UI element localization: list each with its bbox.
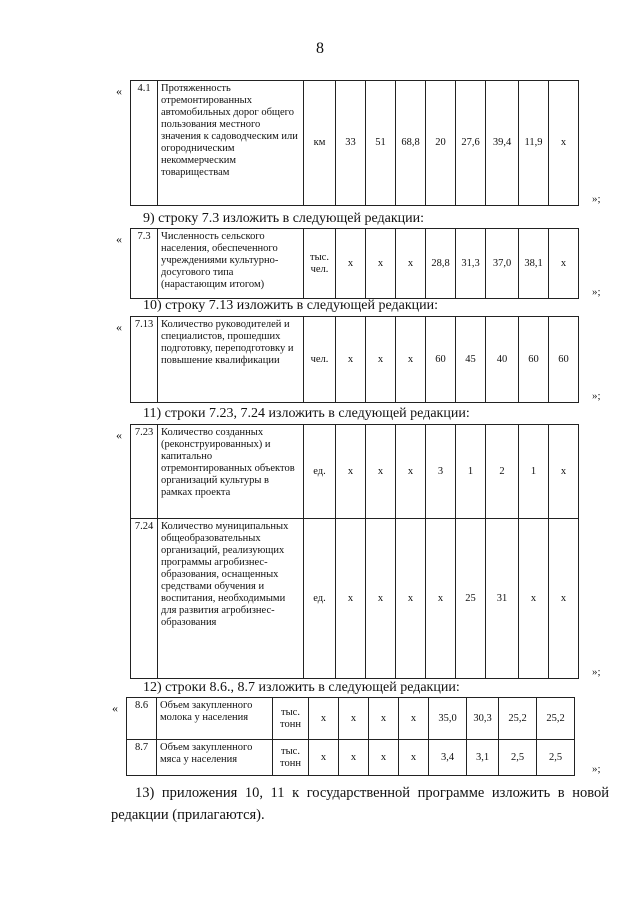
value-cell: 3,4	[429, 740, 467, 776]
indicator-name: Объем закупленного мяса у населения	[157, 740, 273, 776]
indicator-table	[130, 316, 579, 403]
row-number: 7.13	[131, 317, 158, 403]
indicator-name: Количество руководителей и специалистов, прошедших подготовку, переподготовку и повышение квалификации	[158, 317, 304, 403]
value-cell: 68,8	[396, 81, 426, 206]
indicator-table	[126, 697, 575, 776]
value-cell: х	[336, 317, 366, 403]
value-cell: х	[369, 698, 399, 740]
value-cell: 33	[336, 81, 366, 206]
indicator-name: Протяженность отремонтированных автомобильных дорог общего пользования местного значения к садоводческим или огородническим некоммерческим товариществам	[158, 81, 304, 206]
table-row	[131, 519, 579, 679]
row-number: 8.7	[127, 740, 157, 776]
unit-cell: тыс. тонн	[273, 698, 309, 740]
value-cell: 27,6	[456, 81, 486, 206]
value-cell: х	[366, 425, 396, 519]
open-quote: «	[116, 84, 122, 98]
section-heading: 11) строки 7.23, 7.24 изложить в следующей редакции:	[143, 406, 470, 421]
row-number: 7.3	[131, 229, 158, 299]
value-cell: х	[336, 229, 366, 299]
close-quote: »;	[592, 763, 601, 775]
row-number: 8.6	[127, 698, 157, 740]
value-cell: 60	[426, 317, 456, 403]
indicator-name: Количество муниципальных общеобразовательных организаций, реализующих программы агробизнес-образования, оснащенных средствами обучения и воспитания, необходимыми для развития агробизнес-образования	[158, 519, 304, 679]
value-cell: х	[339, 698, 369, 740]
value-cell: х	[366, 317, 396, 403]
indicator-name: Количество созданных (реконструированных) и капитально отремонтированных объектов организаций культуры в рамках проекта	[158, 425, 304, 519]
value-cell: х	[519, 519, 549, 679]
indicator-name: Объем закупленного молока у населения	[157, 698, 273, 740]
open-quote: «	[116, 428, 122, 442]
section-heading: 12) строки 8.6., 8.7 изложить в следующей редакции:	[143, 680, 460, 695]
value-cell: 3,1	[467, 740, 499, 776]
table-row	[127, 698, 575, 740]
value-cell: 30,3	[467, 698, 499, 740]
row-number: 4.1	[131, 81, 158, 206]
indicator-table	[130, 80, 579, 206]
open-quote: «	[116, 232, 122, 246]
section-heading: 10) строку 7.13 изложить в следующей редакции:	[143, 298, 439, 313]
final-paragraph: 13) приложения 10, 11 к государственной программе изложить в новой редакции (прилагаются).	[111, 785, 609, 823]
value-cell: х	[396, 229, 426, 299]
row-number: 7.23	[131, 425, 158, 519]
value-cell: х	[309, 698, 339, 740]
value-cell: х	[549, 229, 579, 299]
indicator-name: Численность сельского населения, обеспеченного учреждениями культурно-досугового типа (нарастающим итогом)	[158, 229, 304, 299]
value-cell: х	[339, 740, 369, 776]
value-cell: 60	[549, 317, 579, 403]
value-cell: х	[336, 519, 366, 679]
value-cell: 20	[426, 81, 456, 206]
value-cell: х	[396, 317, 426, 403]
value-cell: 11,9	[519, 81, 549, 206]
value-cell: 2,5	[499, 740, 537, 776]
value-cell: 37,0	[486, 229, 519, 299]
value-cell: х	[549, 425, 579, 519]
table-row	[131, 81, 579, 206]
row-number: 7.24	[131, 519, 158, 679]
table-row	[127, 740, 575, 776]
value-cell: 38,1	[519, 229, 549, 299]
close-quote: »;	[592, 390, 601, 402]
indicator-table	[130, 228, 579, 299]
value-cell: х	[369, 740, 399, 776]
value-cell: х	[366, 229, 396, 299]
value-cell: 39,4	[486, 81, 519, 206]
table-row	[131, 229, 579, 299]
value-cell: х	[396, 519, 426, 679]
unit-cell: тыс. тонн	[273, 740, 309, 776]
value-cell: 25	[456, 519, 486, 679]
unit-cell: чел.	[304, 317, 336, 403]
value-cell: х	[366, 519, 396, 679]
value-cell: 1	[456, 425, 486, 519]
open-quote: «	[116, 320, 122, 334]
value-cell: х	[399, 698, 429, 740]
value-cell: 35,0	[429, 698, 467, 740]
value-cell: х	[399, 740, 429, 776]
value-cell: 40	[486, 317, 519, 403]
value-cell: 2	[486, 425, 519, 519]
page-number: 8	[316, 40, 324, 57]
value-cell: 60	[519, 317, 549, 403]
value-cell: 2,5	[537, 740, 575, 776]
close-quote: »;	[592, 193, 601, 205]
unit-cell: тыс. чел.	[304, 229, 336, 299]
value-cell: 45	[456, 317, 486, 403]
value-cell: 25,2	[499, 698, 537, 740]
section-heading: 9) строку 7.3 изложить в следующей редакции:	[143, 211, 425, 226]
value-cell: 31,3	[456, 229, 486, 299]
value-cell: 51	[366, 81, 396, 206]
open-quote: «	[112, 701, 118, 715]
close-quote: »;	[592, 666, 601, 678]
value-cell: 31	[486, 519, 519, 679]
value-cell: х	[549, 519, 579, 679]
value-cell: х	[549, 81, 579, 206]
unit-cell: км	[304, 81, 336, 206]
table-row	[131, 425, 579, 519]
value-cell: 25,2	[537, 698, 575, 740]
value-cell: х	[426, 519, 456, 679]
indicator-table	[130, 424, 579, 679]
unit-cell: ед.	[304, 519, 336, 679]
table-row	[131, 317, 579, 403]
value-cell: 3	[426, 425, 456, 519]
value-cell: х	[309, 740, 339, 776]
value-cell: х	[336, 425, 366, 519]
close-quote: »;	[592, 286, 601, 298]
value-cell: 1	[519, 425, 549, 519]
unit-cell: ед.	[304, 425, 336, 519]
value-cell: 28,8	[426, 229, 456, 299]
value-cell: х	[396, 425, 426, 519]
